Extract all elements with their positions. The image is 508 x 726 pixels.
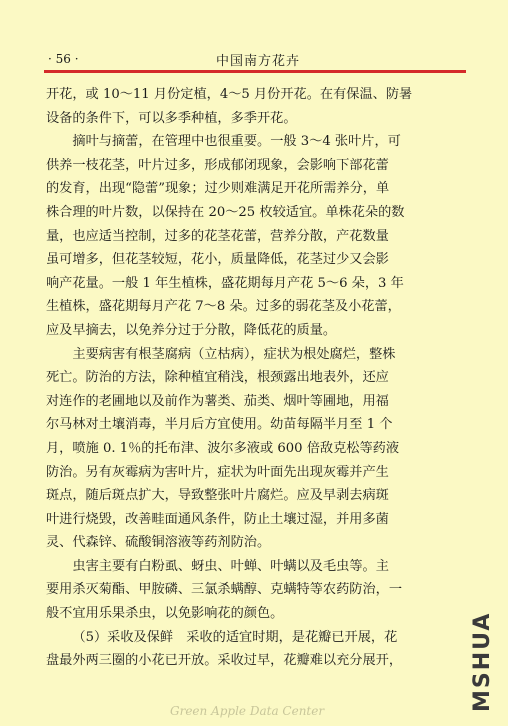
text-line: 株合理的叶片数，以保持在 20～25 枚较适宜。单株花朵的数 — [46, 204, 405, 220]
text-line: 斑点，随后斑点扩大，导致整张叶片腐烂。应及早剥去病斑 — [46, 488, 389, 504]
text-line: 供养一枝花茎，叶片过多，形成郁闭现象，会影响下部花蕾 — [46, 157, 389, 173]
text-line: 防治。另有灰霉病为害叶片，症状为叶面先出现灰霉并产生 — [46, 464, 389, 480]
text-line: 生植株，盛花期每月产花 7～8 朵。过多的弱花茎及小花蕾， — [46, 299, 401, 315]
bottom-watermark: Green Apple Data Center — [170, 704, 325, 718]
text-line: 叶进行烧毁，改善畦面通风条件，防止土壤过湿，并用多菌 — [46, 511, 389, 527]
text-line: 要用杀灭菊酯、甲胺磷、三氯杀螨醇、克螨特等农药防治，一 — [46, 582, 403, 598]
running-title: 中国南方花卉 — [216, 54, 301, 69]
text-line: 的发育，出现“隐蕾”现象；过少则难满足开花所需养分，单 — [46, 181, 390, 197]
text-line: 主要病害有根茎腐病（立枯病），症状为根处腐烂，整株 — [72, 346, 396, 362]
text-line: 响产花量。一般 1 年生植株，盛花期每月产花 5～6 朵，3 年 — [46, 275, 404, 291]
text-line: 设备的条件下，可以多季种植，多季开花。 — [46, 110, 297, 126]
text-line: （5）采收及保鲜 采收的适宜时期，是花瓣已开展，花 — [72, 629, 398, 645]
page-number: · 56 · — [48, 52, 79, 66]
side-watermark: MSHUA — [470, 611, 495, 712]
body-text — [46, 83, 466, 673]
text-line: 对连作的老圃地以及前作为薯类、茄类、烟叶等圃地，用福 — [46, 393, 389, 409]
text-line: 应及早摘去，以免养分过于分散，降低花的质量。 — [46, 322, 337, 338]
text-line: 虫害主要有白粉虱、蚜虫、叶蝉、叶螨以及毛虫等。主 — [72, 558, 389, 574]
text-line: 月，喷施 0. 1％的托布津、波尔多液或 600 倍敌克松等药液 — [46, 440, 400, 456]
text-line: 量，也应适当控制，过多的花茎花蕾，营养分散，产花数量 — [46, 228, 389, 244]
text-line: 盘最外两三圈的小花已开放。采收过早，花瓣难以充分展开， — [46, 653, 403, 669]
text-line: 开花，或 10～11 月份定植，4～5 月份开花。在有保温、防暑 — [46, 87, 413, 102]
header-rule — [44, 70, 466, 73]
text-line: 死亡。防治的方法，除种植宜稍浅，根颈露出地表外，还应 — [46, 370, 389, 386]
text-line: 灵、代森锌、硫酸铜溶液等药剂防治。 — [46, 535, 271, 551]
text-line: 般不宜用乐果杀虫，以免影响花的颜色。 — [46, 606, 284, 622]
text-line: 虽可增多，但花茎较短，花小，质量降低，花茎过少又会影 — [46, 252, 389, 268]
page-header — [46, 50, 466, 70]
text-line: 摘叶与摘蕾，在管理中也很重要。一般 3～4 张叶片，可 — [72, 134, 401, 150]
text-line: 尔马林对土壤消毒，半月后方宜使用。幼苗每隔半月至 1 个 — [46, 417, 393, 433]
